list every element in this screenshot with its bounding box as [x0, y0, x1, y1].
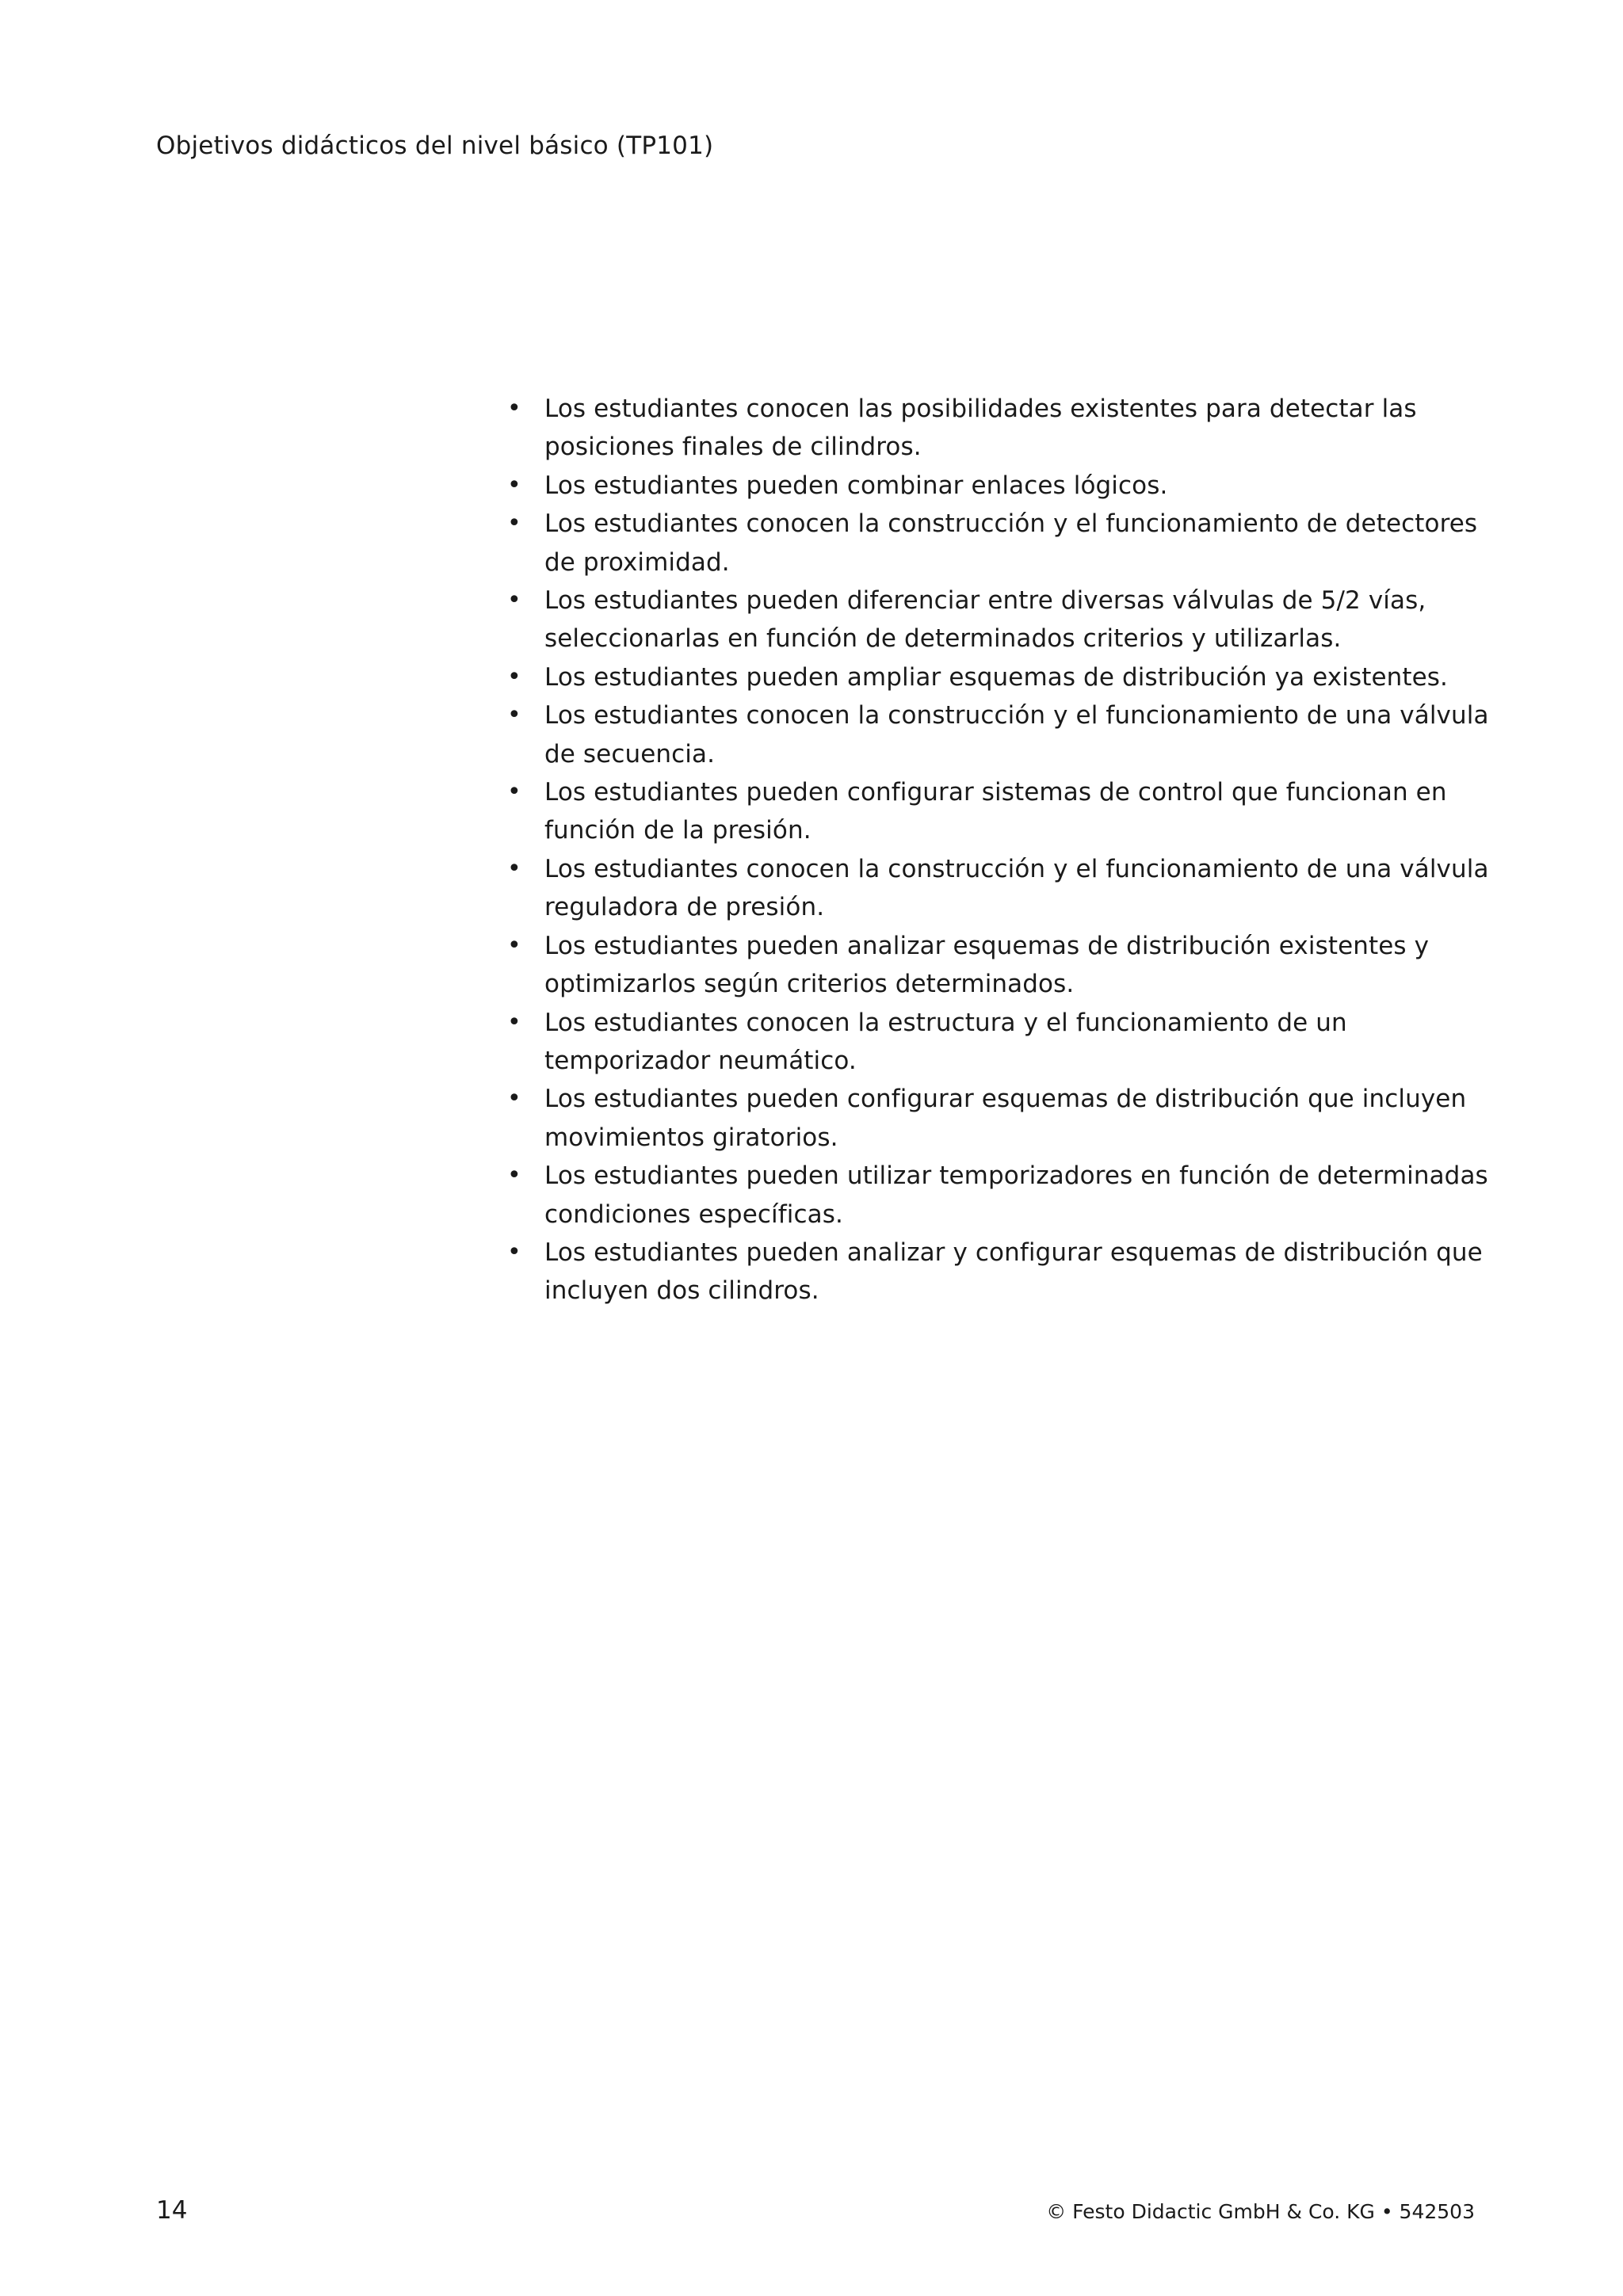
- list-item-text: Los estudiantes pueden utilizar temporizadores en función de determinadas condiciones específicas.: [544, 1161, 1488, 1229]
- list-item: [507, 582, 1490, 658]
- list-item-text: Los estudiantes pueden analizar esquemas de distribución existentes y optimizarlos según criterios determinados.: [544, 931, 1430, 999]
- list-item: [507, 1157, 1490, 1234]
- list-item-text: Los estudiantes pueden ampliar esquemas de distribución ya existentes.: [544, 662, 1448, 692]
- list-item: [507, 658, 1490, 696]
- bullet-icon: •: [507, 931, 521, 959]
- list-item: [507, 927, 1490, 1004]
- list-item: [507, 1234, 1490, 1310]
- list-item: [507, 467, 1490, 505]
- list-item-text: Los estudiantes conocen la construcción y el funcionamiento de una válvula reguladora de presión.: [544, 854, 1489, 922]
- list-item-text: Los estudiantes pueden diferenciar entre diversas válvulas de 5/2 vías, seleccionarlas en función de determinados criterios y utilizarlas.: [544, 586, 1426, 654]
- bullet-icon: •: [507, 1238, 521, 1266]
- list-item-text: Los estudiantes conocen la construcción y el funcionamiento de una válvula de secuencia.: [544, 701, 1489, 769]
- bullet-icon: •: [507, 778, 521, 807]
- list-item: [507, 1004, 1490, 1081]
- list-item-text: Los estudiantes pueden analizar y configurar esquemas de distribución que incluyen dos cilindros.: [544, 1238, 1483, 1306]
- list-item: [507, 850, 1490, 927]
- list-item: [507, 505, 1490, 582]
- bullet-icon: •: [507, 854, 521, 883]
- bullet-icon: •: [507, 1085, 521, 1113]
- bullet-icon: •: [507, 1161, 521, 1190]
- bullet-icon: •: [507, 701, 521, 730]
- list-item: [507, 390, 1490, 467]
- list-item-text: Los estudiantes conocen la estructura y el funcionamiento de un temporizador neumático.: [544, 1008, 1347, 1075]
- bullet-icon: •: [507, 1008, 521, 1036]
- list-item-text: Los estudiantes conocen las posibilidades existentes para detectar las posiciones finales de cilindros.: [544, 395, 1417, 462]
- bullet-icon: •: [507, 395, 521, 422]
- bullet-icon: •: [507, 662, 521, 691]
- bullet-icon: •: [507, 471, 521, 499]
- list-item-text: Los estudiantes pueden configurar esquemas de distribución que incluyen movimientos giratorios.: [544, 1085, 1467, 1152]
- page-number: 14: [156, 2196, 188, 2225]
- copyright-notice: © Festo Didactic GmbH & Co. KG • 542503: [1046, 2200, 1475, 2223]
- bullet-icon: •: [507, 586, 521, 615]
- page-title: Objetivos didácticos del nivel básico (TP101): [156, 132, 714, 160]
- list-item-text: Los estudiantes pueden configurar sistemas de control que funcionan en función de la presión.: [544, 778, 1447, 845]
- objectives-list: [507, 390, 1490, 1310]
- list-item: [507, 773, 1490, 850]
- list-item: [507, 1080, 1490, 1157]
- list-item-text: Los estudiantes pueden combinar enlaces lógicos.: [544, 471, 1168, 500]
- list-item: [507, 696, 1490, 773]
- bullet-icon: •: [507, 509, 521, 538]
- list-item-text: Los estudiantes conocen la construcción y el funcionamiento de detectores de proximidad.: [544, 509, 1478, 577]
